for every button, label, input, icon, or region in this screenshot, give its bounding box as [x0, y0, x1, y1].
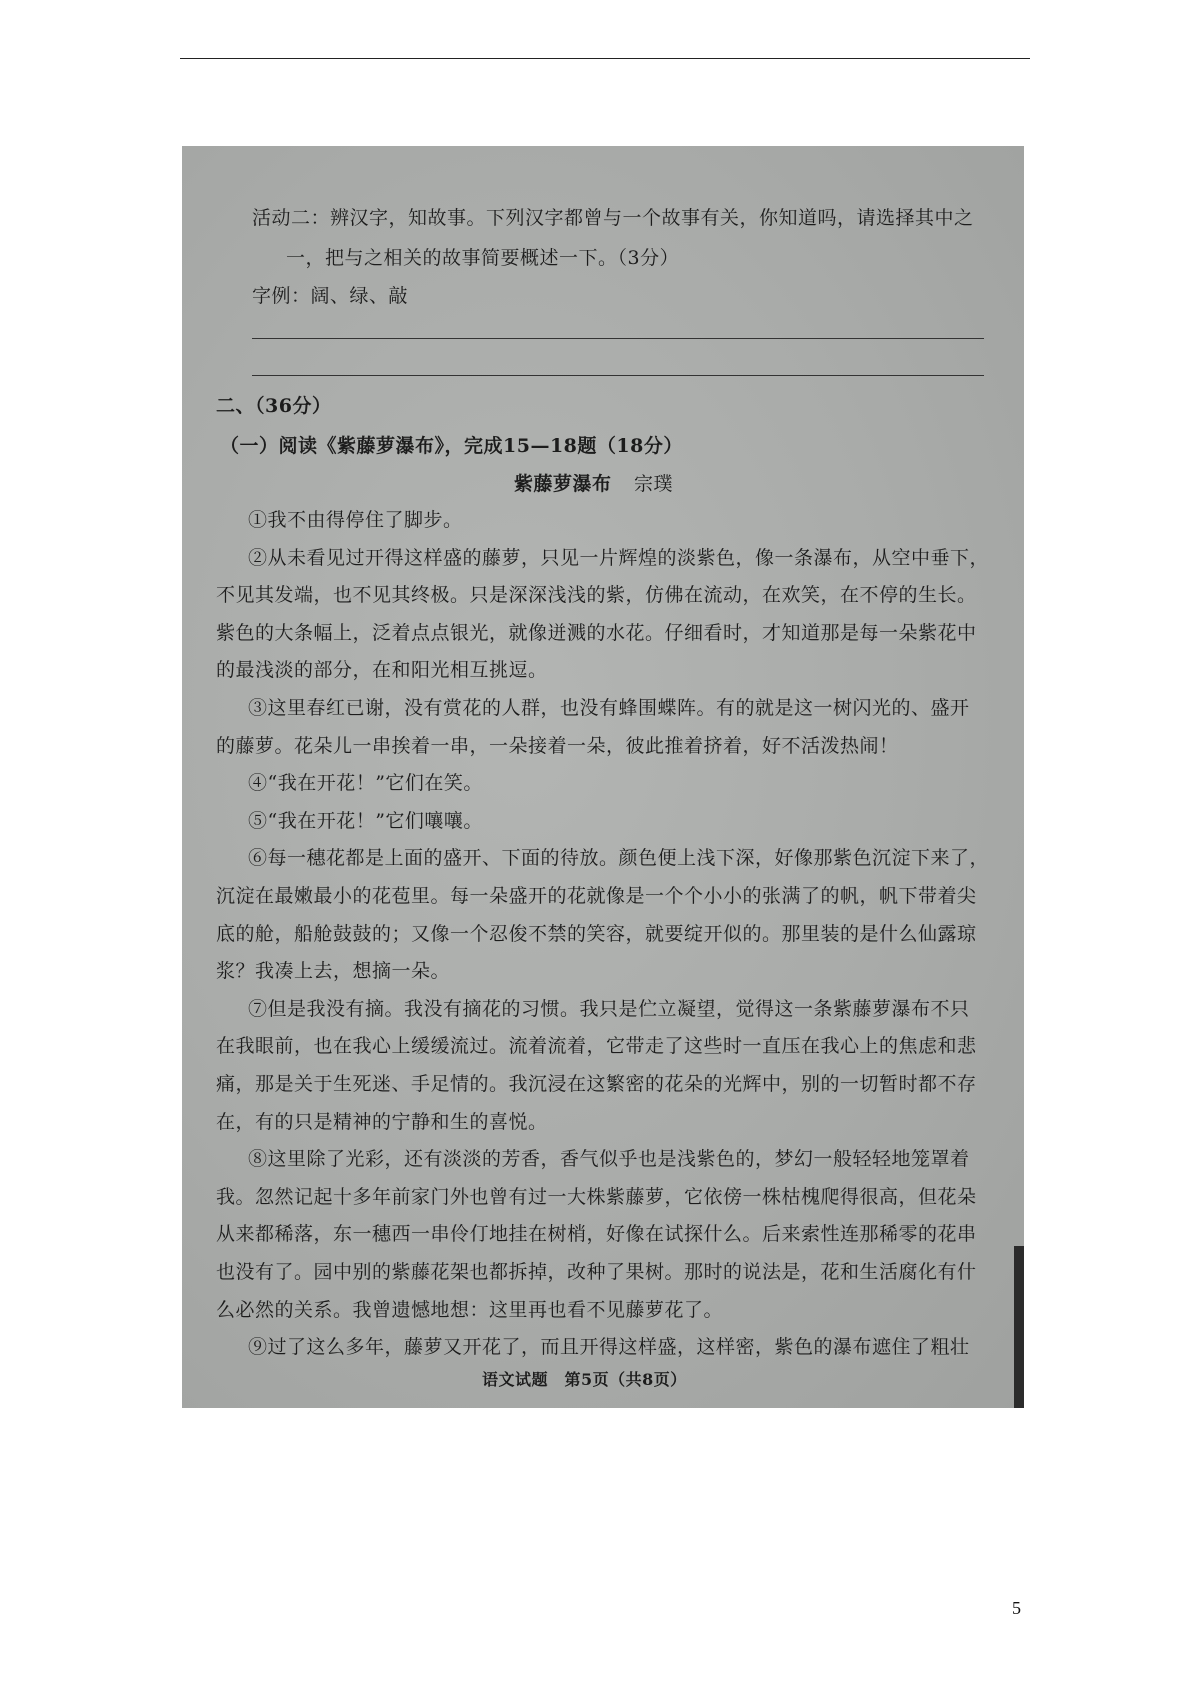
article-line: 紫色的大条幅上，泛着点点银光，就像迸溅的水花。仔细看时，才知道那是每一朵紫花中: [216, 622, 977, 644]
reading-instruction: （一）阅读《紫藤萝瀑布》，完成15—18题（18分）: [220, 435, 683, 457]
page-number: 5: [1012, 1598, 1021, 1618]
article-line: ⑤“我在开花！”它们嚷嚷。: [248, 810, 483, 832]
article-line: 我。忽然记起十多年前家门外也曾有过一大株紫藤萝，它依傍一株枯槐爬得很高，但花朵: [216, 1186, 977, 1208]
article-line: ①我不由得停住了脚步。: [248, 509, 463, 531]
article-line: 在我眼前，也在我心上缓缓流过。流着流着，它带走了这些时一直压在我心上的焦虑和悲: [216, 1035, 977, 1057]
activity-examples: 字例：阔、绿、敲: [252, 285, 409, 307]
article-line: 也没有了。园中别的紫藤花架也都拆掉，改种了果树。那时的说法是，花和生活腐化有什: [216, 1261, 977, 1283]
scanned-exam-page: [182, 146, 1024, 1408]
article-line: ④“我在开花！”它们在笑。: [248, 772, 483, 794]
article-line: ⑧这里除了光彩，还有淡淡的芳香，香气似乎也是浅紫色的，梦幻一般轻轻地笼罩着: [248, 1148, 970, 1170]
section-heading: 二、（36分）: [216, 395, 332, 417]
article-line: 在，有的只是精神的宁静和生的喜悦。: [216, 1111, 548, 1133]
article-line: ③这里春红已谢，没有赏花的人群，也没有蜂围蝶阵。有的就是这一树闪光的、盛开: [248, 697, 970, 719]
answer-line: [252, 338, 984, 339]
article-title: 紫藤萝瀑布: [514, 473, 612, 495]
article-line: 么必然的关系。我曾遗憾地想：这里再也看不见藤萝花了。: [216, 1299, 724, 1321]
answer-line: [252, 375, 984, 376]
article-line: 痛，那是关于生死迷、手足情的。我沉浸在这繁密的花朵的光辉中，别的一切暂时都不存: [216, 1073, 977, 1095]
exam-footer: 语文试题 第5页（共8页）: [482, 1370, 687, 1389]
article-line: 的最浅淡的部分，在和阳光相互挑逗。: [216, 659, 548, 681]
article-author: 宗璞: [634, 473, 674, 495]
article-line: 从来都稀落，东一穗西一串伶仃地挂在树梢，好像在试探什么。后来索性连那稀零的花串: [216, 1223, 977, 1245]
article-line: ②从未看见过开得这样盛的藤萝，只见一片辉煌的淡紫色，像一条瀑布，从空中垂下，: [248, 547, 990, 569]
article-line: 浆？我凑上去，想摘一朵。: [216, 960, 451, 982]
article-line: ⑨过了这么多年，藤萝又开花了，而且开得这样盛，这样密，紫色的瀑布遮住了粗壮: [248, 1336, 970, 1358]
activity-question-line-1: 活动二：辨汉字，知故事。下列汉字都曾与一个故事有关，你知道吗，请选择其中之: [252, 207, 974, 229]
article-line: 的藤萝。花朵儿一串挨着一串，一朵接着一朵，彼此推着挤着，好不活泼热闹！: [216, 735, 899, 757]
activity-question-line-2: 一，把与之相关的故事简要概述一下。（3分）: [286, 247, 680, 269]
article-line: ⑥每一穗花都是上面的盛开、下面的待放。颜色便上浅下深，好像那紫色沉淀下来了，: [248, 847, 990, 869]
scan-shadow-edge: [1014, 1246, 1024, 1408]
article-line: 沉淀在最嫩最小的花苞里。每一朵盛开的花就像是一个个小小的张满了的帆，帆下带着尖: [216, 885, 977, 907]
article-line: 不见其发端，也不见其终极。只是深深浅浅的紫，仿佛在流动，在欢笑，在不停的生长。: [216, 584, 977, 606]
article-line: 底的舱，船舱鼓鼓的；又像一个忍俊不禁的笑容，就要绽开似的。那里装的是什么仙露琼: [216, 923, 977, 945]
article-line: ⑦但是我没有摘。我没有摘花的习惯。我只是伫立凝望，觉得这一条紫藤萝瀑布不只: [248, 998, 970, 1020]
header-rule: [180, 58, 1030, 59]
